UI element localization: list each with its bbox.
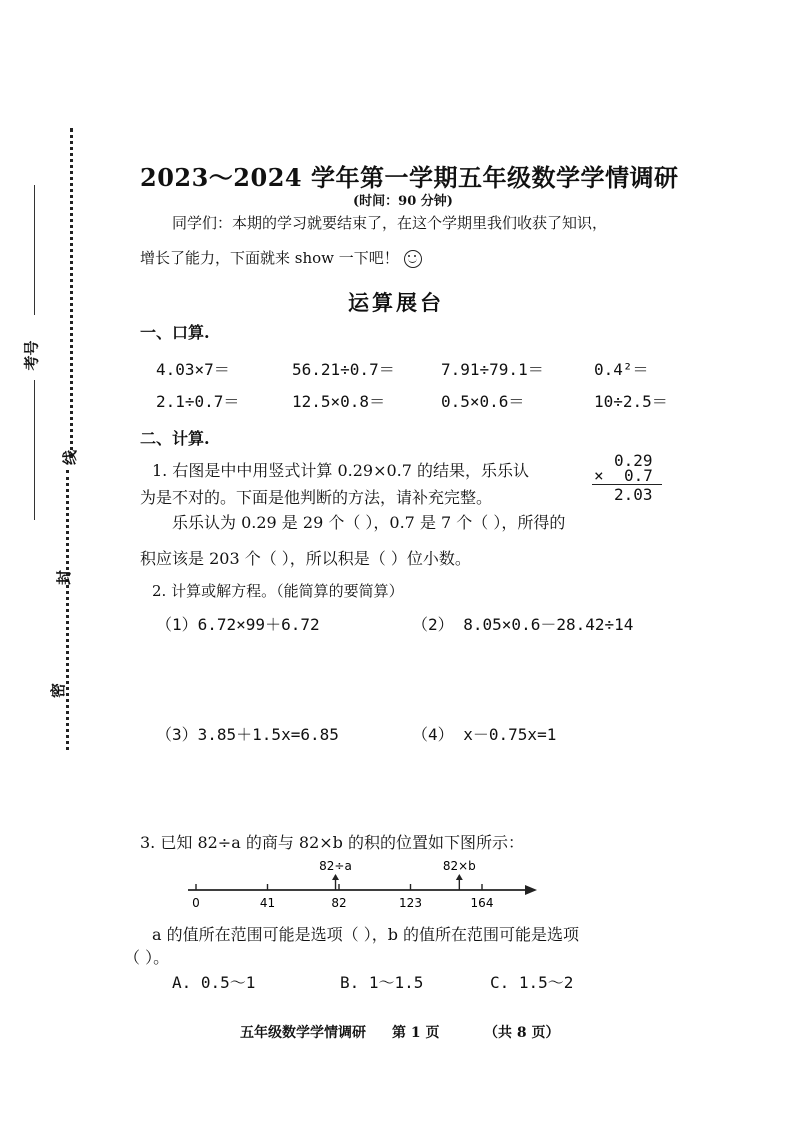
exam-no-blank-line-bottom [34,380,35,520]
margin-seal-label: 封 [55,569,74,586]
q2-item-1: （1）6.72×99＋6.72 [156,615,320,634]
number-line-arrow [525,885,537,895]
vertical-operator: × [594,466,604,485]
oral-q5: 2.1÷0.7＝ [156,392,240,411]
q1-line-2: 为是不对的。下面是他判断的方法，请补充完整。 [140,488,493,507]
vertical-top: 0.29 [614,451,653,470]
footer-total: （共 8 页） [484,1025,560,1041]
q2-item-2: （2） 8.05×0.6－28.42÷14 [412,615,634,634]
margin-line-label: 线 [61,449,80,466]
marker-arrowhead-b [456,874,463,880]
exam-number-label: 考号 [22,340,41,371]
margin-secret-label: 密 [49,682,68,699]
q3-line-1: 3. 已知 82÷a 的商与 82×b 的积的位置如下图所示： [140,833,525,852]
footer-page: 第 1 页 [392,1025,440,1041]
section-title: 运算展台 [348,290,444,315]
q2-heading-text: 2. 计算或解方程。（能简算的要简算） [152,582,404,600]
number-line-tick-label: 82 [331,896,347,910]
q3-line-3: （ ）。 [124,948,170,967]
oral-q8: 10÷2.5＝ [594,392,668,411]
intro-line-2-text: 增长了能力，下面就来 show 一下吧！ [140,249,399,267]
number-line-tick-label: 164 [470,896,494,910]
marker-label-b: 82×b [442,859,476,873]
option-a: A. 0.5～1 [172,973,256,992]
oral-q1: 4.03×7＝ [156,360,230,379]
option-b: B. 1～1.5 [340,973,424,992]
exam-no-blank-line-top [34,185,35,315]
q3-line-2: a 的值所在范围可能是选项（ ），b 的值所在范围可能是选项 [152,925,580,944]
exam-title: 2023～2024 学年第一学期五年级数学学情调研 [140,163,679,192]
smiley-icon [404,250,422,268]
q2-heading [152,580,404,601]
binding-dotted-line-upper [70,128,73,458]
number-line-tick-label: 123 [399,896,422,910]
q2-item-3: （3）3.85＋1.5x=6.85 [156,725,339,744]
option-c: C. 1.5～2 [490,973,574,992]
q1-line-1: 1. 右图是中中用竖式计算 0.29×0.7 的结果，乐乐认 [152,461,530,480]
q2-item-4: （4） x－0.75x=1 [412,725,557,744]
vertical-mid: 0.7 [624,466,653,485]
oral-q6: 12.5×0.8＝ [292,392,386,411]
oral-q2: 56.21÷0.7＝ [292,360,395,379]
intro-line-1: 同学们：本期的学习就要结束了，在这个学期里我们收获了知识， [172,214,608,232]
oral-q3: 7.91÷79.1＝ [441,360,544,379]
marker-label-a: 82÷a [319,859,352,873]
intro-line-2 [140,247,422,268]
q1-line-4: 积应该是 203 个（ ），所以积是（ ）位小数。 [140,549,471,568]
oral-q7: 0.5×0.6＝ [441,392,525,411]
part1-heading: 一、口算. [140,323,210,342]
number-line [180,855,550,915]
number-line-tick-label: 41 [259,896,276,910]
vertical-result: 2.03 [614,485,653,504]
number-line-tick-label: 0 [192,896,200,910]
exam-time: (时间：90 分钟) [353,194,453,209]
oral-q4: 0.4²＝ [594,360,649,379]
q1-line-3: 乐乐认为 0.29 是 29 个（ ），0.7 是 7 个（ ），所得的 [172,513,566,532]
footer-title: 五年级数学学情调研 [240,1025,366,1041]
part2-heading: 二、计算. [140,429,210,448]
binding-dotted-line-lower [66,470,69,750]
marker-arrowhead-a [332,874,339,880]
